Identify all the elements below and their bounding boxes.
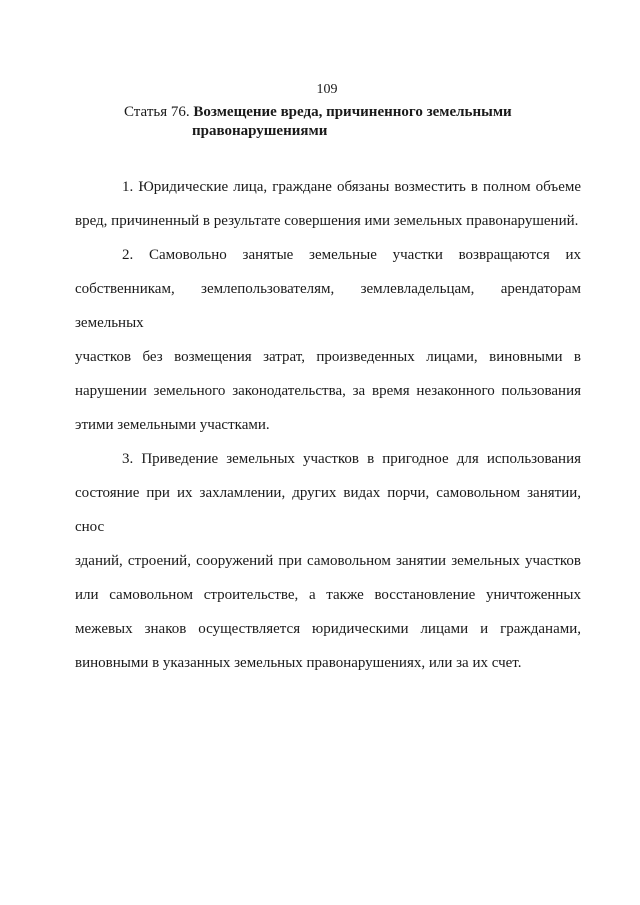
paragraph-line: или самовольном строительстве, а также восстановление уничтоженных: [75, 587, 581, 603]
paragraph-line: виновными в указанных земельных правонарушениях, или за их счет.: [75, 655, 522, 671]
paragraph-line: собственникам, землепользователям, землевладельцам, арендаторам земельных: [75, 281, 581, 331]
paragraph-line: 2. Самовольно занятые земельные участки возвращаются их: [122, 247, 581, 263]
page-number: 109: [316, 82, 338, 97]
paragraph-line: этими земельными участками.: [75, 417, 270, 433]
paragraph-1: [75, 170, 581, 238]
paragraph-line: 3. Приведение земельных участков в пригодное для использования: [122, 451, 581, 467]
paragraph-line: нарушении земельного законодательства, за время незаконного пользования: [75, 383, 581, 399]
paragraph-3: [75, 442, 581, 680]
article-number: Статья 76.: [124, 104, 190, 120]
article-title-line-2: правонарушениями: [192, 123, 328, 139]
paragraph-2: [75, 238, 581, 442]
paragraph-line: вред, причиненный в результате совершения ими земельных правонарушений.: [75, 213, 579, 229]
article-heading: [124, 103, 564, 141]
article-title-line-1: Возмещение вреда, причиненного земельными: [193, 104, 512, 120]
paragraph-line: состояние при их захламлении, других видах порчи, самовольном занятии, снос: [75, 485, 581, 535]
paragraph-line: межевых знаков осуществляется юридическими лицами и гражданами,: [75, 621, 581, 637]
paragraph-line: 1. Юридические лица, граждане обязаны возместить в полном объеме: [122, 179, 581, 195]
article-body: [75, 170, 581, 680]
paragraph-line: зданий, строений, сооружений при самовольном занятии земельных участков: [75, 553, 581, 569]
paragraph-line: участков без возмещения затрат, произведенных лицами, виновными в: [75, 349, 581, 365]
